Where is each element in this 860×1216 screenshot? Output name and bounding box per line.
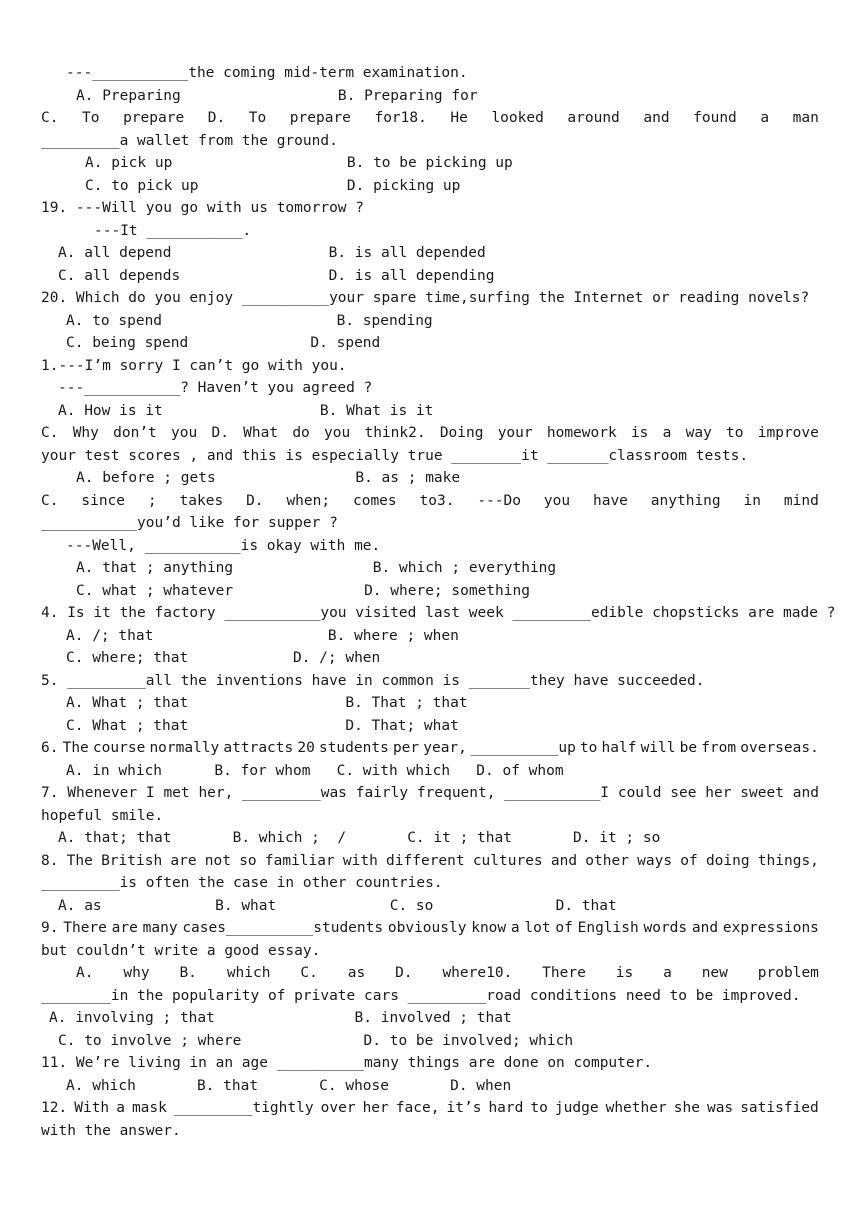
q9-options-q10-stem [76, 962, 819, 984]
word: her, [198, 785, 234, 801]
q5-options-ab: A. What ; that B. That ; that [66, 695, 468, 711]
word: C. [41, 425, 59, 441]
word: see [670, 785, 697, 801]
word: Why [72, 425, 99, 441]
word: of [680, 853, 698, 869]
word: The [66, 853, 93, 869]
q6-options: A. in which B. for whom C. with which D. of whom [66, 763, 564, 779]
q8-stem-row [41, 850, 819, 872]
word: ways [637, 853, 673, 869]
q20-options-cd: C. being spend D. spend [66, 335, 381, 351]
word: mask [131, 1100, 167, 1116]
word: 9. [41, 920, 59, 936]
word: her [705, 785, 732, 801]
word: The [62, 740, 89, 756]
q11-options: A. which B. that C. whose D. when [66, 1078, 512, 1094]
word: There [542, 965, 586, 981]
q11-stem: 11. We’re living in an age __________many things are done on computer. [41, 1055, 653, 1071]
word: don’t [113, 425, 157, 441]
word: with [342, 853, 378, 869]
word: met [163, 785, 190, 801]
word: He [450, 110, 468, 126]
word: Doing [439, 425, 484, 441]
word: you [543, 493, 571, 509]
word: your [497, 425, 533, 441]
q18-stem-cont: _________a wallet from the ground. [41, 133, 338, 149]
word: Whenever [67, 785, 138, 801]
q19-answer-line: ---It ___________. [94, 223, 252, 239]
word: familiar [264, 853, 335, 869]
word: ; [147, 493, 157, 509]
word: hard [488, 1100, 524, 1116]
q2-options-cd-q3-stem [41, 490, 819, 512]
word: mind [783, 493, 819, 509]
q18-options-ab: A. pick up B. to be picking up [85, 155, 513, 171]
word: expressions [722, 920, 819, 936]
word: you [171, 425, 198, 441]
word: when; [286, 493, 331, 509]
word: doing [705, 853, 750, 869]
word: a [760, 110, 770, 126]
word: homework [546, 425, 617, 441]
word: A. [76, 965, 94, 981]
word: course [92, 740, 146, 756]
word: obviously [387, 920, 467, 936]
q12-stem-row [41, 1097, 819, 1119]
word: to [530, 1100, 548, 1116]
word: a [510, 920, 520, 936]
q5-stem: 5. _________all the inventions have in common is _______they have succeeded. [41, 673, 705, 689]
q8-stem-cont: _________is often the case in other countries. [41, 875, 443, 891]
q19-options-cd: C. all depends D. is all depending [58, 268, 495, 284]
word: anything [650, 493, 721, 509]
word: different [386, 853, 465, 869]
word: are [170, 853, 197, 869]
word: a [662, 425, 672, 441]
q7-stem-row [41, 782, 819, 804]
word: and [691, 920, 719, 936]
word: cultures [472, 853, 543, 869]
q1-options-cd-q2-stem [41, 422, 819, 444]
word: it’s [446, 1100, 482, 1116]
word: D. [395, 965, 413, 981]
word: per [392, 740, 420, 756]
q9-stem-cont: but couldn’t write a good essay. [41, 943, 321, 959]
word: was [706, 1100, 734, 1116]
q10-stem-cont: ________in the popularity of private cars _________road conditions need to be improved. [41, 988, 801, 1004]
q8-options: A. as B. what C. so D. that [58, 898, 617, 914]
word: C. [41, 493, 59, 509]
word: English [577, 920, 639, 936]
word: 7. [41, 785, 59, 801]
word: as [347, 965, 366, 981]
q19-options-ab: A. all depend B. is all depended [58, 245, 486, 261]
word: problem [757, 965, 819, 981]
q2-options-ab: A. before ; gets B. as ; make [76, 470, 461, 486]
word: so [239, 853, 257, 869]
word: I [145, 785, 155, 801]
word: since [81, 493, 126, 509]
word: B. [179, 965, 197, 981]
word: comes [352, 493, 397, 509]
word: face, [395, 1100, 440, 1116]
word: around [567, 110, 620, 126]
word: many [142, 920, 178, 936]
word: To [82, 110, 100, 126]
word: sweet [740, 785, 784, 801]
word: fairly [355, 785, 409, 801]
word: judge [554, 1100, 599, 1116]
word: do [292, 425, 310, 441]
q19-stem: 19. ---Will you go with us tomorrow ? [41, 200, 365, 216]
q1-answer-line: ---___________? Haven’t you agreed ? [58, 380, 373, 396]
word: know [471, 920, 507, 936]
q20-stem: 20. Which do you enjoy __________your spare time,surfing the Internet or reading novels? [41, 290, 810, 306]
word: could [617, 785, 662, 801]
word: 12. [41, 1100, 68, 1116]
word: way [685, 425, 712, 441]
q12-stem-cont: with the answer. [41, 1123, 181, 1139]
word: There [63, 920, 107, 936]
word: she [673, 1100, 700, 1116]
word: and [792, 785, 819, 801]
q3-stem-cont: ___________you’d like for supper ? [41, 515, 338, 531]
word: to [726, 425, 744, 441]
q17-options-cd-q18-stem [41, 107, 819, 129]
word: attracts [223, 740, 294, 756]
q20-options-ab: A. to spend B. spending [66, 313, 433, 329]
word: other [585, 853, 629, 869]
word: 6. [41, 740, 59, 756]
word: _________was [242, 785, 347, 801]
word: satisfied [740, 1100, 819, 1116]
q10-options-cd: C. to involve ; where D. to be involved; which [58, 1033, 574, 1049]
word: in [743, 493, 761, 509]
word: normally [149, 740, 220, 756]
word: to3. [419, 493, 455, 509]
word: a [116, 1100, 125, 1116]
q6-stem-row [41, 737, 819, 759]
q5-options-cd: C. What ; that D. That; what [66, 718, 459, 734]
word: prepare [289, 110, 351, 126]
word: her [362, 1100, 389, 1116]
word: With [74, 1100, 110, 1116]
word: To [248, 110, 267, 126]
word: are [111, 920, 138, 936]
word: C. [41, 110, 59, 126]
word: frequent, [416, 785, 496, 801]
word: 20 [297, 740, 315, 756]
q18-options-cd: C. to pick up D. picking up [85, 178, 461, 194]
word: why [123, 965, 150, 981]
q1-stem: 1.---I’m sorry I can’t go with you. [41, 358, 347, 374]
word: year, [423, 740, 467, 756]
word: _________tightly [173, 1100, 314, 1116]
q3-options-ab: A. that ; anything B. which ; everything [76, 560, 557, 576]
word: half [601, 740, 637, 756]
word: __________up [471, 740, 576, 756]
word: found [693, 110, 737, 126]
word: ___________I [504, 785, 610, 801]
q4-stem: 4. Is it the factory ___________you visited last week _________edible chopsticks are made ? [41, 605, 836, 621]
q9-stem-row [41, 917, 819, 939]
word: will [640, 740, 676, 756]
word: takes [179, 493, 224, 509]
q4-options-ab: A. /; that B. where ; when [66, 628, 459, 644]
word: British [101, 853, 163, 869]
q7-options: A. that; that B. which ; / C. it ; that D. it ; so [58, 830, 661, 846]
word: looked [491, 110, 544, 126]
q10-options-ab: A. involving ; that B. involved ; that [49, 1010, 512, 1026]
word: is [615, 965, 634, 981]
word: you [324, 425, 351, 441]
word: where10. [442, 965, 513, 981]
word: over [320, 1100, 356, 1116]
word: for18. [374, 110, 427, 126]
word: C. [300, 965, 318, 981]
word: things, [757, 853, 819, 869]
word: and [643, 110, 670, 126]
q2-stem-cont: your test scores , and this is especially true ________it _______classroom tests. [41, 448, 749, 464]
word: cases__________students [182, 920, 384, 936]
q7-stem-cont: hopeful smile. [41, 808, 164, 824]
word: prepare [123, 110, 185, 126]
word: improve [757, 425, 819, 441]
word: which [226, 965, 271, 981]
word: to [579, 740, 598, 756]
word: ---Do [477, 493, 521, 509]
word: have [592, 493, 628, 509]
q3-options-cd: C. what ; whatever D. where; something [76, 583, 530, 599]
word: D. [211, 425, 229, 441]
q17-answer-line: ---___________the coming mid-term examination. [66, 65, 468, 81]
word: man [792, 110, 819, 126]
word: from [701, 740, 737, 756]
word: overseas. [740, 740, 819, 756]
word: of [555, 920, 573, 936]
word: new [701, 965, 728, 981]
word: is [630, 425, 649, 441]
word: a [663, 965, 672, 981]
word: be [679, 740, 698, 756]
q3-answer-line: ---Well, ___________is okay with me. [66, 538, 381, 554]
word: words [643, 920, 688, 936]
word: What [243, 425, 279, 441]
q1-options-ab: A. How is it B. What is it [58, 403, 434, 419]
word: students [318, 740, 389, 756]
word: lot [524, 920, 551, 936]
q17-options-ab: A. Preparing B. Preparing for [76, 88, 478, 104]
word: think2. [364, 425, 426, 441]
word: and [550, 853, 578, 869]
word: D. [246, 493, 264, 509]
q4-options-cd: C. where; that D. /; when [66, 650, 381, 666]
word: 8. [41, 853, 59, 869]
word: whether [605, 1100, 667, 1116]
word: not [204, 853, 231, 869]
word: D. [207, 110, 226, 126]
